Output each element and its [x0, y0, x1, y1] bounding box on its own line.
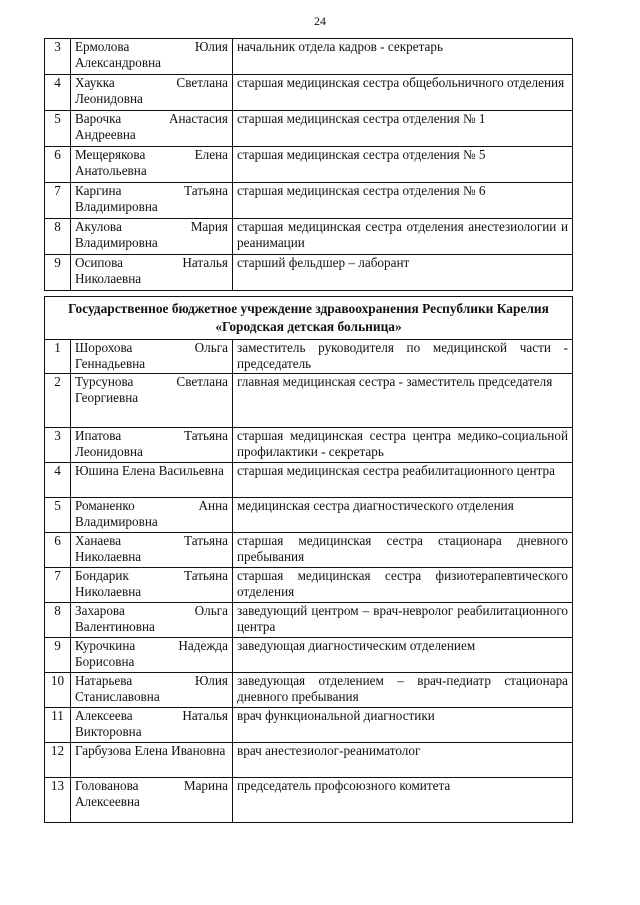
- table-row: [45, 374, 573, 428]
- member-name: Голованова Марина Алексеевна: [71, 778, 233, 823]
- row-number: 3: [45, 39, 71, 75]
- row-number: 9: [45, 638, 71, 673]
- table-row: [45, 638, 573, 673]
- member-position: заведующая отделением – врач-педиатр стационара дневного пребывания: [233, 673, 573, 708]
- member-name: Алексеева Наталья Викторовна: [71, 708, 233, 743]
- member-name: Курочкина Надежда Борисовна: [71, 638, 233, 673]
- member-position: медицинская сестра диагностического отделения: [233, 498, 573, 533]
- row-number: 7: [45, 568, 71, 603]
- row-number: 7: [45, 183, 71, 219]
- table-row: [45, 463, 573, 498]
- members-table-body: [45, 39, 573, 291]
- member-position: главная медицинская сестра - заместитель председателя: [233, 374, 573, 428]
- row-number: 3: [45, 428, 71, 463]
- table-row: [45, 111, 573, 147]
- member-position: старшая медицинская сестра общебольничного отделения: [233, 75, 573, 111]
- member-position: старшая медицинская сестра отделения № 5: [233, 147, 573, 183]
- member-position: старшая медицинская сестра стационара дневного пребывания: [233, 533, 573, 568]
- member-name: Захарова Ольга Валентиновна: [71, 603, 233, 638]
- member-name: Варочка Анастасия Андреевна: [71, 111, 233, 147]
- member-position: заведующий центром – врач-невролог реабилитационного центра: [233, 603, 573, 638]
- member-name: Турсунова Светлана Георгиевна: [71, 374, 233, 428]
- member-position: старшая медицинская сестра физиотерапевтического отделения: [233, 568, 573, 603]
- table-row: [45, 673, 573, 708]
- row-number: 4: [45, 463, 71, 498]
- table-row: [45, 183, 573, 219]
- table-row: [45, 428, 573, 463]
- member-position: врач функциональной диагностики: [233, 708, 573, 743]
- row-number: 9: [45, 255, 71, 291]
- table-row: [45, 533, 573, 568]
- row-number: 10: [45, 673, 71, 708]
- member-position: старшая медицинская сестра отделения анестезиологии и реанимации: [233, 219, 573, 255]
- member-position: заместитель руководителя по медицинской части - председатель: [233, 340, 573, 374]
- member-name: Акулова Мария Владимировна: [71, 219, 233, 255]
- member-name: Мещерякова Елена Анатольевна: [71, 147, 233, 183]
- table-row: [45, 708, 573, 743]
- row-number: 1: [45, 340, 71, 374]
- table-row: [45, 147, 573, 183]
- table-row: [45, 778, 573, 823]
- member-name: Гарбузова Елена Ивановна: [71, 743, 233, 778]
- member-name: Шорохова Ольга Геннадьевна: [71, 340, 233, 374]
- table-row: [45, 75, 573, 111]
- member-position: старшая медицинская сестра реабилитационного центра: [233, 463, 573, 498]
- row-number: 4: [45, 75, 71, 111]
- row-number: 5: [45, 111, 71, 147]
- table-row: [45, 498, 573, 533]
- member-position: начальник отдела кадров - секретарь: [233, 39, 573, 75]
- table-row: [45, 568, 573, 603]
- member-position: заведующая диагностическим отделением: [233, 638, 573, 673]
- member-position: старшая медицинская сестра отделения № 6: [233, 183, 573, 219]
- member-name: Хаукка Светлана Леонидовна: [71, 75, 233, 111]
- member-name: Ханаева Татьяна Николаевна: [71, 533, 233, 568]
- table-row: [45, 39, 573, 75]
- member-name: Романенко Анна Владимировна: [71, 498, 233, 533]
- childrens-hospital-members-table: [44, 296, 573, 823]
- member-name: Каргина Татьяна Владимировна: [71, 183, 233, 219]
- member-name: Ермолова Юлия Александровна: [71, 39, 233, 75]
- table-row: [45, 743, 573, 778]
- member-position: врач анестезиолог-реаниматолог: [233, 743, 573, 778]
- row-number: 13: [45, 778, 71, 823]
- row-number: 5: [45, 498, 71, 533]
- institution-header-row: [45, 297, 573, 340]
- member-name: Осипова Наталья Николаевна: [71, 255, 233, 291]
- row-number: 6: [45, 147, 71, 183]
- row-number: 8: [45, 219, 71, 255]
- table-row: [45, 219, 573, 255]
- member-name: Натарьева Юлия Станиславовна: [71, 673, 233, 708]
- member-position: председатель профсоюзного комитета: [233, 778, 573, 823]
- member-position: старший фельдшер – лаборант: [233, 255, 573, 291]
- table-row: [45, 603, 573, 638]
- page-number: 24: [314, 14, 326, 28]
- member-name: Бондарик Татьяна Николаевна: [71, 568, 233, 603]
- row-number: 8: [45, 603, 71, 638]
- members-table-body: [45, 340, 573, 823]
- row-number: 2: [45, 374, 71, 428]
- members-table-continued: [44, 38, 573, 291]
- member-name: Ипатова Татьяна Леонидовна: [71, 428, 233, 463]
- member-position: старшая медицинская сестра центра медико-социальной профилактики - секретарь: [233, 428, 573, 463]
- member-name: Юшина Елена Васильевна: [71, 463, 233, 498]
- row-number: 6: [45, 533, 71, 568]
- member-position: старшая медицинская сестра отделения № 1: [233, 111, 573, 147]
- row-number: 11: [45, 708, 71, 743]
- institution-name: Государственное бюджетное учреждение здравоохранения Республики Карелия «Городская детская больница»: [45, 297, 573, 340]
- row-number: 12: [45, 743, 71, 778]
- table-row: [45, 255, 573, 291]
- table-row: [45, 340, 573, 374]
